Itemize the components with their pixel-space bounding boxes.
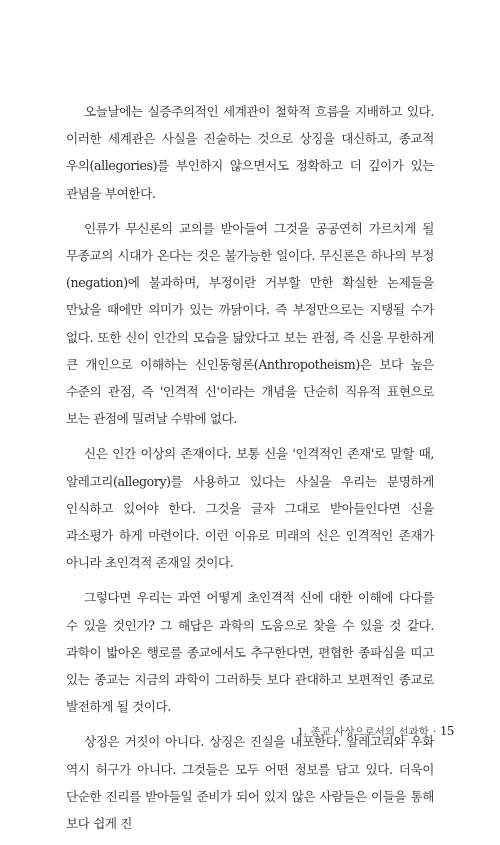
paragraph: 인류가 무신론의 교의를 받아들여 그것을 공공연히 가르치게 될 무종교의 시대가 온다는 것은 불가능한 일이다. 무신론은 하나의 부정(negation)에 불과하며, 부정이란 거부할 만한 확실한 논제들을 만났을 때에만 의미가 있는 까닭이다. 즉 부정만으로는 지탱될 수가 없다. 또한 신이 인간의 모습을 닮았다고 보는 관점, 즉 신을 무한하게 큰 개인으로 이해하는 신인동형론(Anthropotheism)은 보다 높은 수준의 관점, 즉 '인격적 신'이라는 개념을 단순히 직유적 표현으로 보는 관점에 밀려날 수밖에 없다.	[66, 220, 434, 427]
page-number: 15	[440, 724, 454, 739]
paragraph: 오늘날에는 실증주의적인 세계관이 철학적 흐름을 지배하고 있다. 이러한 세계관은 사실을 진술하는 것으로 상징을 대신하고, 종교적 우의(allegories)를 부인하지 않으면서도 정확하고 더 깊이가 있는 관념을 부여한다.	[66, 104, 434, 201]
running-head: 1. 종교 사상으로서의 선과학	[297, 726, 429, 738]
paragraph: 상징은 거짓이 아니다. 상징은 진실을 내포한다. 알레고리와 우화 역시 허구가 아니다. 그것들은 모두 어떤 정보를 담고 있다. 더욱이 단순한 진리를 받아들일 준비가 되어 있지 않은 사람들은 이들을 통해 보다 쉽게 진	[66, 734, 434, 832]
footer-separator: ·	[432, 727, 436, 738]
paragraph: 그렇다면 우리는 과연 어떻게 초인격적 신에 대한 이해에 다다를 수 있을 것인가? 그 해답은 과학의 도움으로 찾을 수 있을 것 같다. 과학이 밟아온 행로를 종교에서도 추구한다면, 편협한 종파심을 띠고 있는 종교는 지금의 과학이 그러하듯 보다 관대하고 보편적인 종교로 발전하게 될 것이다.	[66, 590, 434, 715]
page-footer	[297, 724, 454, 740]
paragraph: 신은 인간 이상의 존재이다. 보통 신을 '인격적인 존재'로 말할 때, 알레고리(allegory)를 사용하고 있다는 사실을 우리는 분명하게 인식하고 있어야 한다. 그것을 글자 그대로 받아들인다면 신을 과소평가 하게 마련이다. 이런 이유로 미래의 신은 인격적인 존재가 아니라 초인격적 존재일 것이다.	[66, 446, 434, 571]
